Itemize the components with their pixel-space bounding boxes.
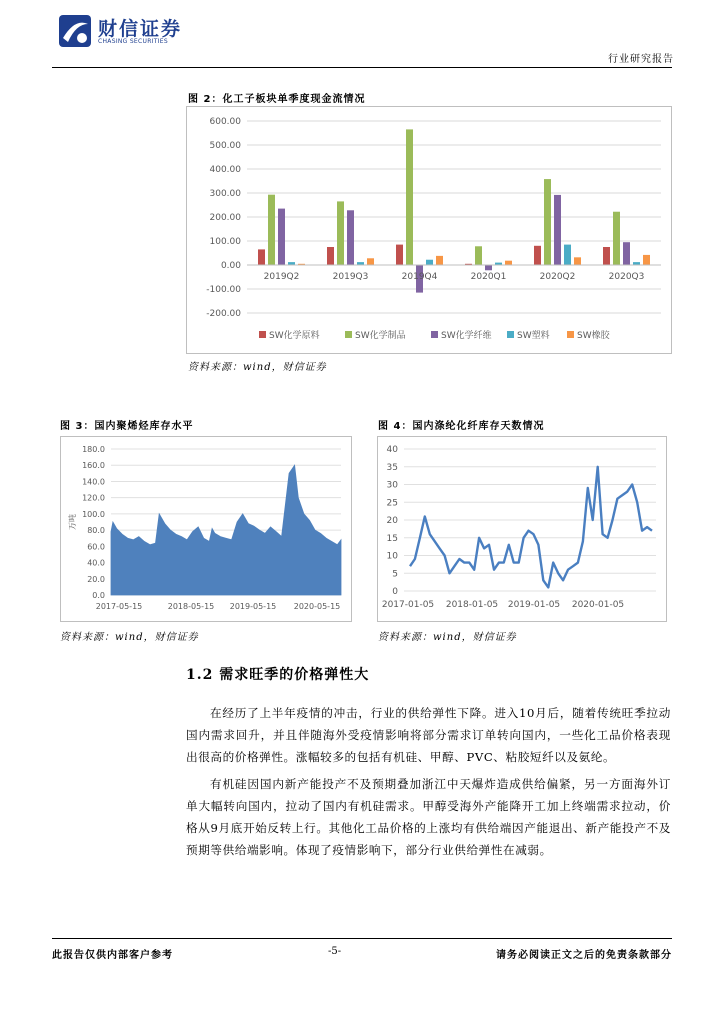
bar (367, 258, 374, 265)
y-tick-label: 40 (386, 445, 398, 455)
figure2-chart (186, 106, 672, 354)
y-tick-label: 25 (386, 498, 398, 509)
y-tick-label: 15 (386, 533, 398, 544)
legend-label: SW塑料 (517, 331, 550, 341)
bar (268, 195, 275, 265)
figure3-source: 资料来源：wind，财信证券 (60, 632, 199, 643)
bar (564, 245, 571, 265)
x-tick-label: 2017-01-05 (381, 600, 435, 610)
x-tick-label: 2018-05-15 (167, 602, 215, 611)
y-tick-label: -100.00 (206, 285, 241, 295)
bar (406, 129, 413, 265)
figure2-source: 资料来源：wind，财信证券 (188, 362, 327, 373)
y-tick-label: 80.0 (87, 526, 105, 536)
bar (337, 201, 344, 265)
y-tick-label: 60.0 (87, 542, 105, 552)
y-tick-label: 160.0 (82, 461, 105, 471)
y-tick-label: 300.00 (209, 189, 241, 199)
legend-swatch (507, 331, 514, 338)
report-type-label: 行业研究报告 (608, 54, 674, 65)
bar (426, 260, 433, 265)
legend-swatch (259, 331, 266, 338)
section-heading: 1.2 需求旺季的价格弹性大 (186, 667, 370, 683)
legend-swatch (431, 331, 438, 338)
footer-disclaimer-right: 请务必阅读正文之后的免责条款部分 (496, 950, 672, 961)
x-tick-label: 2019Q4 (401, 272, 438, 282)
y-tick-label: 180.0 (82, 445, 105, 454)
y-tick-label: 100.0 (82, 509, 105, 519)
bar (436, 256, 443, 265)
bar (258, 249, 265, 265)
bar (278, 209, 285, 265)
bar (534, 246, 541, 265)
y-tick-label: 5 (392, 569, 398, 580)
y-tick-label: 140.0 (82, 477, 105, 487)
y-tick-label: -200.00 (206, 309, 241, 319)
footer-disclaimer-left: 此报告仅供内部客户参考 (52, 950, 173, 961)
bar (544, 179, 551, 265)
y-tick-label: 600.00 (209, 117, 241, 127)
bar (554, 195, 561, 265)
header-divider (52, 67, 672, 68)
legend-label: SW化学制品 (355, 331, 406, 341)
bar (396, 245, 403, 265)
company-name-cn: 财信证券 (98, 18, 183, 40)
y-tick-label: 400.00 (209, 165, 241, 175)
legend-label: SW化学纤维 (441, 331, 492, 341)
bar (643, 255, 650, 265)
logo-emblem-icon (58, 14, 92, 48)
x-tick-label: 2020Q3 (608, 272, 645, 282)
bar (327, 247, 334, 265)
figure4-title: 图 4：国内涤纶化纤库存天数情况 (378, 421, 545, 432)
x-tick-label: 2020-05-15 (293, 602, 341, 611)
x-tick-label: 2017-05-15 (95, 602, 143, 611)
legend-swatch (345, 331, 352, 338)
y-tick-label: 500.00 (209, 141, 241, 151)
bar (485, 265, 492, 270)
paragraph-1: 在经历了上半年疫情的冲击，行业的供给弹性下降。进入10月后，随着传统旺季拉动国内需求回升，并且伴随海外受疫情影响将部分需求订单转向国内，一些化工品价格表现出很高的价格弹性。涨幅较多的包括有机硅、甲醇、PVC、粘胶短纤以及氨纶。 (186, 706, 671, 764)
legend-label: SW化学原料 (269, 331, 320, 341)
figure3-title: 图 3：国内聚烯烃库存水平 (60, 421, 194, 432)
paragraph-2: 有机硅因国内新产能投产不及预期叠加浙江中天爆炸造成供给偏紧，另一方面海外订单大幅转向国内，拉动了国内有机硅需求。甲醇受海外产能降开工加上终端需求拉动，价格从9月底开始反转上行。其他化工品价格的上涨均有供给端因产能退出、新产能投产不及预期等供给端影响。体现了疫情影响下，部分行业供给弹性在减弱。 (186, 777, 671, 857)
bar (603, 247, 610, 265)
y-tick-label: 0 (392, 587, 398, 597)
figure4-source: 资料来源：wind，财信证券 (378, 632, 517, 643)
x-tick-label: 2020Q1 (470, 272, 507, 282)
x-tick-label: 2019Q2 (263, 272, 300, 282)
y-tick-label: 120.0 (82, 493, 105, 503)
y-tick-label: 20 (386, 516, 398, 526)
bar (574, 257, 581, 265)
x-tick-label: 2018-01-05 (445, 600, 499, 610)
footer-divider (52, 938, 672, 939)
legend-swatch (567, 331, 574, 338)
x-tick-label: 2019-01-05 (507, 600, 561, 610)
figure4-chart (377, 436, 667, 622)
y-tick-label: 40.0 (87, 558, 105, 568)
y-tick-label: 20.0 (87, 574, 105, 584)
x-tick-label: 2019-05-15 (229, 602, 277, 611)
x-tick-label: 2020-01-05 (571, 600, 625, 610)
y-tick-label: 100.00 (209, 237, 241, 247)
x-tick-label: 2020Q2 (539, 272, 576, 282)
company-name-en: CHASING SECURITIES (98, 38, 168, 45)
y-tick-label: 0.00 (220, 261, 241, 271)
figure3-chart (60, 436, 352, 622)
x-tick-label: 2019Q3 (332, 272, 369, 282)
page-number: -5- (328, 946, 342, 957)
y-axis-label: 万吨 (68, 514, 77, 530)
figure2-title: 图 2：化工子板块单季度现金流情况 (188, 94, 366, 105)
y-tick-label: 10 (386, 551, 398, 562)
company-logo (58, 14, 198, 48)
bar (475, 246, 482, 265)
y-tick-label: 30 (386, 480, 398, 491)
bar (505, 261, 512, 265)
y-tick-label: 35 (386, 462, 398, 473)
bar (347, 210, 354, 265)
y-tick-label: 200.00 (209, 213, 241, 223)
bar (623, 242, 630, 265)
legend-label: SW橡胶 (577, 331, 610, 341)
y-tick-label: 0.0 (92, 591, 105, 600)
bar (613, 212, 620, 265)
